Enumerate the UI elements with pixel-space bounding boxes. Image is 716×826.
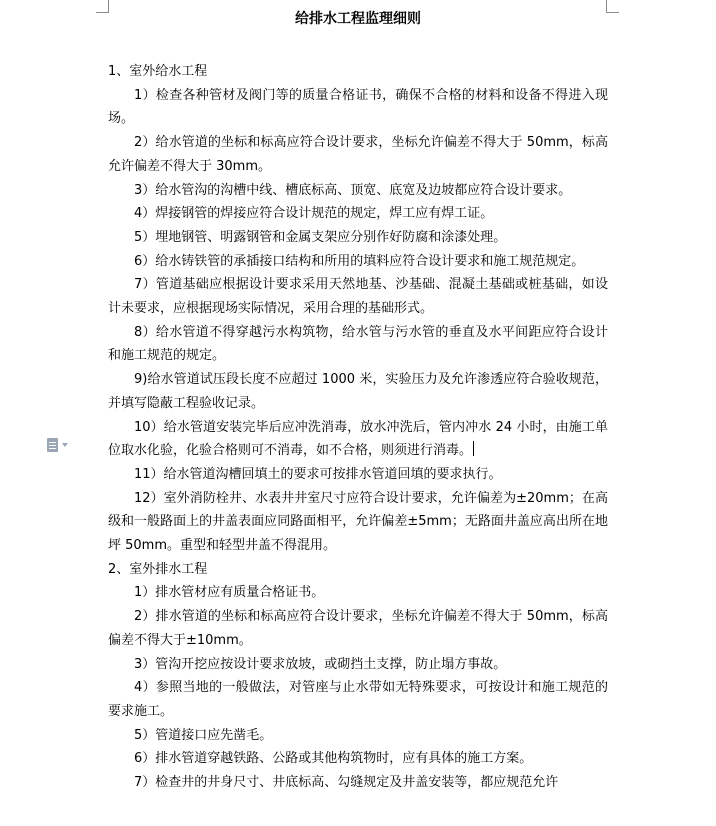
section-heading: 1、室外给水工程 bbox=[108, 64, 208, 79]
paragraph: 12）室外消防栓井、水表井井室尺寸应符合设计要求，允许偏差为±20mm；在高级和一般路面上的井盖表面应同路面相平，允许偏差±5mm；无路面井盖应高出所在地坪 50mm。重型和轻型井盖不得混用。 bbox=[108, 490, 608, 554]
paragraph: 3）管沟开挖应按设计要求放坡，或砌挡土支撑，防止塌方事故。 bbox=[134, 656, 507, 672]
paragraph: 6）给水铸铁管的承插接口结构和所用的填料应符合设计要求和施工规范规定。 bbox=[134, 253, 585, 269]
document-page[interactable] bbox=[108, 10, 608, 795]
paragraph: 6）排水管道穿越铁路、公路或其他构筑物时，应有具体的施工方案。 bbox=[134, 751, 533, 767]
paragraph: 3）给水管沟的沟槽中线、槽底标高、顶宽、底宽及边坡都应符合设计要求。 bbox=[134, 182, 572, 198]
text-cursor bbox=[473, 441, 474, 456]
paragraph: 11）给水管道沟槽回填土的要求可按排水管道回填的要求执行。 bbox=[134, 466, 502, 482]
paragraph: 7）检查井的井身尺寸、井底标高、勾缝规定及井盖安装等，都应规范允许 bbox=[134, 775, 559, 791]
paragraph: 1）检查各种管材及阀门等的质量合格证书，确保不合格的材料和设备不得进入现场。 bbox=[108, 87, 608, 127]
document-outline-icon[interactable] bbox=[47, 438, 73, 454]
document-body bbox=[108, 60, 608, 795]
paragraph: 7）管道基础应根据设计要求采用天然地基、沙基础、混凝土基础或桩基础，如设计未要求，应根据现场实际情况，采用合理的基础形式。 bbox=[108, 277, 608, 317]
paragraph bbox=[108, 416, 608, 463]
paragraph: 4）焊接钢管的焊接应符合设计规范的规定，焊工应有焊工证。 bbox=[134, 206, 494, 222]
paragraph: 5）管道接口应先凿毛。 bbox=[134, 727, 273, 743]
paragraph: 4）参照当地的一般做法，对管座与止水带如无特殊要求，可按设计和施工规范的要求施工。 bbox=[108, 680, 608, 719]
document-icon bbox=[47, 438, 58, 452]
chevron-down-icon bbox=[62, 443, 68, 447]
paragraph: 5）埋地钢管、明露钢管和金属支架应分别作好防腐和涂漆处理。 bbox=[134, 229, 507, 245]
paragraph: 9)给水管道试压段长度不应超过 1000 米，实验压力及允许渗透应符合验收规范，并填写隐蔽工程验收记录。 bbox=[108, 372, 608, 411]
paragraph: 8）给水管道不得穿越污水构筑物，给水管与污水管的垂直及水平间距应符合设计和施工规范的规定。 bbox=[108, 324, 608, 364]
paragraph: 1）排水管材应有质量合格证书。 bbox=[134, 585, 325, 601]
document-title: 给排水工程监理细则 bbox=[295, 11, 421, 27]
paragraph-text: 10）给水管道安装完毕后应冲洗消毒，放水冲洗后，管内冲水 24 小时，由施工单位取水化验，化验合格则可不消毒，如不合格，则须进行消毒。 bbox=[108, 419, 608, 459]
paragraph: 2）排水管道的坐标和标高应符合设计要求，坐标允许偏差不得大于 50mm，标高偏差不得大于±10mm。 bbox=[108, 609, 608, 648]
paragraph: 2）给水管道的坐标和标高应符合设计要求，坐标允许偏差不得大于 50mm，标高允许偏差不得大于 30mm。 bbox=[108, 135, 608, 174]
section-heading: 2、室外排水工程 bbox=[108, 561, 208, 577]
